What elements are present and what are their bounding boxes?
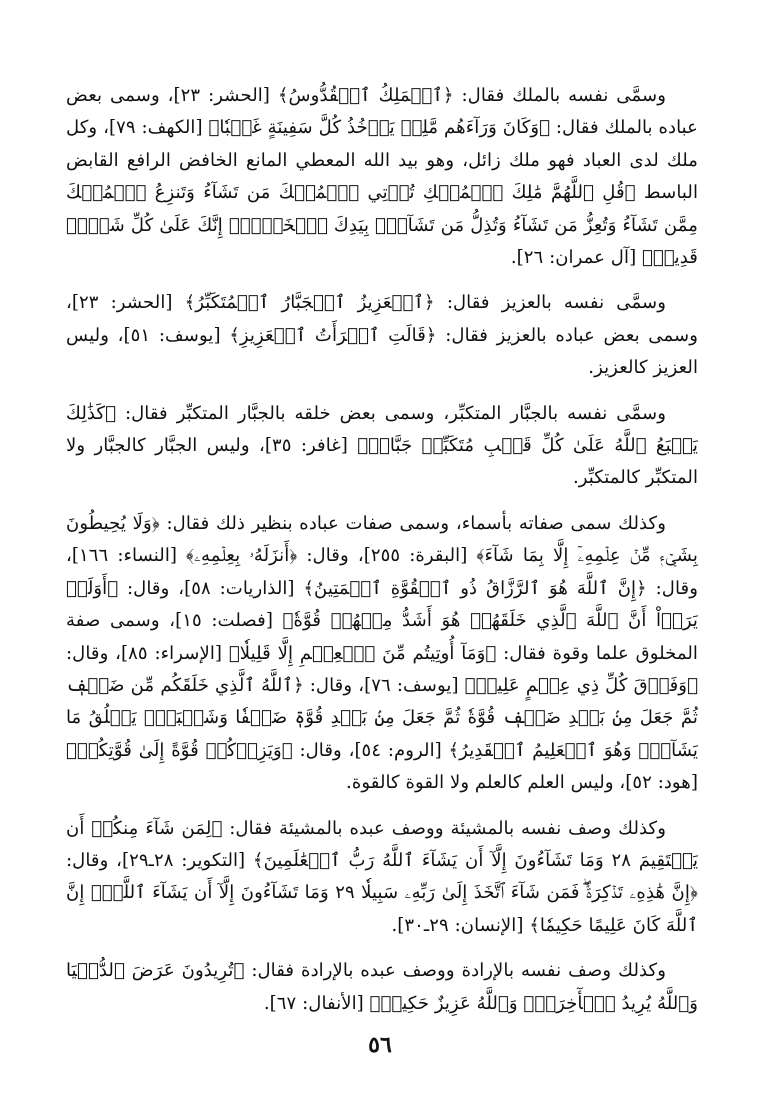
paragraph-king: وسمَّى نفسه بالملك فقال: ﴿ٱلۡمَلِكُ ٱلۡقُدُّوسُ﴾ [الحشر: ٢٣]، وسمى بعض عباده بالملك فقال: ﴿وَكَانَ وَرَآءَهُم مَّلِكٞ يَأۡخُذُ كُلَّ سَفِينَةٍ غَصۡبٗا﴾ [الكهف: ٧٩]، وكل ملك لدى العباد فهو ملك زائل، وهو بيد الله المعطي المانع الخافض الرافع القابض الباسط ﴿قُلِ ٱللَّهُمَّ مَٰلِكَ ٱلۡمُلۡكِ تُؤۡتِي ٱلۡمُلۡكَ مَن تَشَآءُ وَتَنزِعُ ٱلۡمُلۡكَ مِمَّن تَشَآءُ وَتُعِزُّ مَن تَشَآءُ وَتُذِلُّ مَن تَشَآءُۖ بِيَدِكَ ٱلۡخَيۡرُۖ إِنَّكَ عَلَىٰ كُلِّ شَيۡءٖ قَدِيرٞ﴾ [آل عمران: ٢٦]. <box>66 85 698 269</box>
page-body <box>66 80 698 1020</box>
paragraph-gap <box>66 495 698 508</box>
paragraph-mighty: وسمَّى نفسه بالعزيز فقال: ﴿ٱلۡعَزِيزُ ٱلۡجَبَّارُ ٱلۡمُتَكَبِّرُ﴾ [الحشر: ٢٣]، وسمى بعض عباده بالعزيز فقال: ﴿قَالَتِ ٱمۡرَأَتُ ٱلۡعَزِيزِ﴾ [يوسف: ٥١]، وليس العزيز كالعزيز. <box>66 292 698 379</box>
paragraph-will: وكذلك وصف نفسه بالمشيئة ووصف عبده بالمشيئة فقال: ﴿لِمَن شَآءَ مِنكُمۡ أَن يَسۡتَقِيمَ ٢٨ وَمَا تَشَآءُونَ إِلَّآ أَن يَشَآءَ ٱللَّهُ رَبُّ ٱلۡعَٰلَمِينَ﴾ [التكوير: ٢٨ـ٢٩]، وقال: ﴿إِنَّ هَٰذِهِۦ تَذۡكِرَةٞۖ فَمَن شَآءَ ٱتَّخَذَ إِلَىٰ رَبِّهِۦ سَبِيلٗا ٢٩ وَمَا تَشَآءُونَ إِلَّآ أَن يَشَآءَ ٱللَّهُۚ إِنَّ ٱللَّهَ كَانَ عَلِيمًا حَكِيمٗا﴾ [الإنسان: ٢٩ـ٣٠]. <box>66 817 699 936</box>
paragraph-knowledge-strength: وكذلك سمى صفاته بأسماء، وسمى صفات عباده بنظير ذلك فقال: ﴿وَلَا يُحِيطُونَ بِشَيۡءٖ مِّنۡ عِلۡمِهِۦٓ إِلَّا بِمَا شَآءَ﴾ [البقرة: ٢٥٥]، وقال: ﴿أَنزَلَهُۥ بِعِلۡمِهِۦ﴾ [النساء: ١٦٦]، وقال: ﴿إِنَّ ٱللَّهَ هُوَ ٱلرَّزَّاقُ ذُو ٱلۡقُوَّةِ ٱلۡمَتِينُ﴾ [الذاريات: ٥٨]، وقال: ﴿أَوَلَمۡ يَرَوۡاْ أَنَّ ٱللَّهَ ٱلَّذِي خَلَقَهُمۡ هُوَ أَشَدُّ مِنۡهُمۡ قُوَّةٗ﴾ [فصلت: ١٥]، وسمى صفة المخلوق علما وقوة فقال: ﴿وَمَآ أُوتِيتُم مِّنَ ٱلۡعِلۡمِ إِلَّا قَلِيلٗا﴾ [الإسراء: ٨٥]، وقال: ﴿وَفَوۡقَ كُلِّ ذِي عِلۡمٍ عَلِيمٞ﴾ [يوسف: ٧٦]، وقال: ﴿ٱللَّهُ ٱلَّذِي خَلَقَكُم مِّن ضَعۡفٖ ثُمَّ جَعَلَ مِنۢ بَعۡدِ ضَعۡفٖ قُوَّةٗ ثُمَّ جَعَلَ مِنۢ بَعۡدِ قُوَّةٖ ضَعۡفٗا وَشَيۡبَةٗۚ يَخۡلُقُ مَا يَشَآءُۚ وَهُوَ ٱلۡعَلِيمُ ٱلۡقَدِيرُ﴾ [الروم: ٥٤]، وقال: ﴿وَيَزِدۡكُمۡ قُوَّةً إِلَىٰ قُوَّتِكُمۡ﴾ [هود: ٥٢]، وليس العلم كالعلم ولا القوة كالقوة. <box>66 512 698 794</box>
paragraph-gap <box>66 274 698 287</box>
paragraph-gap <box>66 942 698 955</box>
paragraph-intent: وكذلك وصف نفسه بالإرادة ووصف عبده بالإرادة فقال: ﴿تُرِيدُونَ عَرَضَ ٱلدُّنۡيَا وَٱللَّهُ يُرِيدُ ٱلۡأٓخِرَةَۗ وَٱللَّهُ عَزِيزٌ حَكِيمٞ﴾ [الأنفال: ٦٧]. <box>66 960 698 1014</box>
paragraph-compeller: وسمَّى نفسه بالجبَّار المتكبِّر، وسمى بعض خلقه بالجبَّار المتكبِّر فقال: ﴿كَذَٰلِكَ يَطۡبَعُ ٱللَّهُ عَلَىٰ كُلِّ قَلۡبِ مُتَكَبِّرٖ جَبَّارٖ﴾ [غافر: ٣٥]، وليس الجبَّار كالجبَّار ولا المتكبِّر كالمتكبِّر. <box>66 402 698 489</box>
paragraph-gap <box>66 800 698 813</box>
paragraph-gap <box>66 385 698 398</box>
page-number: ٥٦ <box>368 1032 392 1058</box>
